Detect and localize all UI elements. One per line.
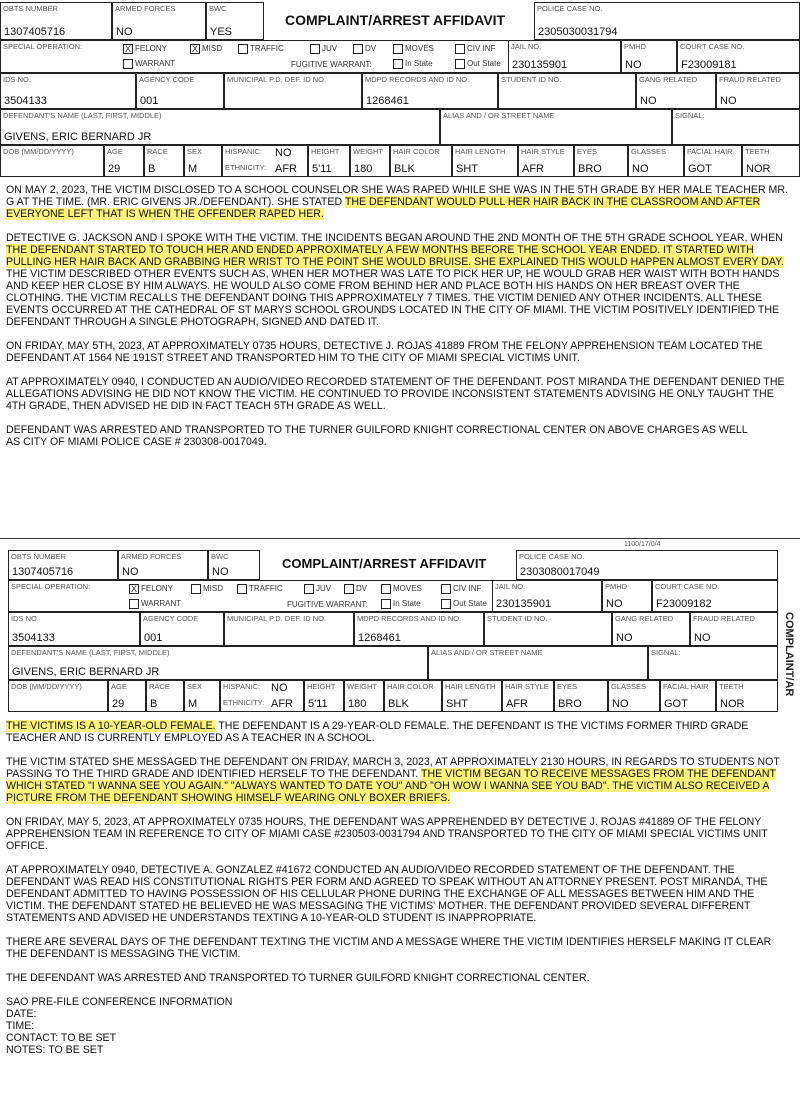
race-label: RACE [147,147,168,156]
eyes-label: EYES [577,147,598,156]
sao-notes: NOTES: TO BE SET [6,1044,104,1056]
narrative-1-paragraph-4: AT APPROXIMATELY 0940, I CONDUCTED AN AUDIO/VIDEO RECORDED STATEMENT OF THE DEFENDANT. POST MIRANDA THE DEFENDANT DENIED THE ALLEGATIONS ADVISING HE DID NOT KNOW THE VICTIM. HE CONTINUED TO PROVIDE INCONSISTENT STATEMENTS ADVISING HE ONLY TAUGHT THE 4TH GRADE, THEN ADVISED HE DID IN FACT TEACH 5TH GRADE AS WELL. [6,376,785,412]
sex-cell [184,145,222,177]
bwc-label: BWC [211,552,229,561]
fraud-value: NO [694,632,711,644]
signal-label: SIGNAL: [675,111,705,120]
agency-cell [140,612,224,646]
sao-contact: CONTACT: TO BE SET [6,1032,117,1044]
hair-style-label: HAIR STYLE [521,147,565,156]
municipal-id-cell [224,73,362,109]
armed-forces-value: NO [116,26,133,38]
narrative-1-paragraph-2: DETECTIVE G. JACKSON AND I SPOKE WITH THE VICTIM. THE INCIDENTS BEGAN AROUND THE 2ND MONTH OF THE 5TH GRADE SCHOOL YEAR, WHEN THE DEFENDANT STARTED TO TOUCH HER AND ENDED APPROXIMATELY A FEW MONTHS BEFORE THE SCHOOL YEAR ENDED. IT STARTED WITH PULLING HER HAIR BACK AND GRABBING HER WRIST TO THE POINT SHE WOULD BRUISE. SHE EXPLAINED THIS WOULD HAPPEN ALMOST EVERY DAY. THE VICTIM DESCRIBED OTHER EVENTS SUCH AS, WHEN HER MOTHER WAS LATE TO PICK HER UP, HE WOULD GRAB HER WAIST WITH BOTH HANDS AND KEEP HER CLOSE BY HIM ALWAYS. HE WOULD ALSO COME FROM BEHIND HER AND PLACE BOTH HIS HANDS ON HER BREAST OVER THE CLOTHING. THE VICTIM RECALLS THE DEFENDANT DOING THIS APPROXIMATELY 7 TIMES. THE VICTIM DENIED ANY OTHER INCIDENTS. ALL THESE EVENTS OCCURRED AT THE CATHEDRAL OF ST MARYS SCHOOL GROUNDS LOCATED IN THE CITY OF MIAMI. THE VICTIM POSITIVELY IDENTIFIED THE DEFENDANT THROUGH A SINGLE PHOTOGRAPH, SIGNED AND DATED IT. [6,232,784,328]
age-value: 29 [108,163,121,175]
sao-prefile-info [6,996,791,1056]
hair-length-label: HAIR LENGTH [455,147,506,156]
hair-length-cell [452,145,518,177]
dob-label: DOB (MM/DD/YYYY) [3,147,74,156]
dob-cell [0,145,104,177]
glasses-cell [608,680,660,712]
student-id-label: STUDENT ID NO. [501,75,562,84]
agency-value: 001 [144,632,163,644]
obts-label: OBTS NUMBER [3,4,59,13]
obts-value: 1307405716 [4,26,66,38]
dob-cell [8,680,108,712]
agency-label: AGENCY CODE [139,75,195,84]
sex-label: SEX [187,147,203,156]
narrative-1-paragraph-3: ON FRIDAY, MAY 5TH, 2023, AT APPROXIMATELY 0735 HOURS, DETECTIVE J. ROJAS 41889 FROM THE FELONY APPREHENSION TEAM LOCATED THE DEFENDANT AT 1564 NE 191ST STREET AND TRANSPORTED HIM TO THE CITY OF MIAMI SPECIAL VICTIMS UNIT. [6,340,763,364]
police-case-value: 2305030031794 [538,26,618,38]
height-value: 5'11 [308,698,328,710]
moves-checkbox: MOVES [381,584,422,594]
form-title: COMPLAINT/ARREST AFFIDAVIT [285,12,506,28]
obts-label: OBTS NUMBER [11,552,67,561]
civ-inf-checkbox: CIV INF [455,44,495,54]
hair-style-cell [518,145,574,177]
agency-value: 001 [140,95,159,107]
armed-forces-cell [112,2,206,40]
hair-color-value: BLK [394,163,415,175]
narrative-1 [6,184,791,448]
out-state-checkbox: Out State [455,59,501,69]
juv-checkbox: JUV [310,44,337,54]
glasses-value: NO [612,698,629,710]
traffic-checkbox: TRAFFIC [238,44,284,54]
age-cell [108,680,146,712]
fugitive-warrant-label: FUGITIVE WARRANT: [291,60,372,69]
defendant-name-cell [8,646,428,680]
facial-hair-label: FACIAL HAIR [687,147,733,156]
fraud-cell [716,73,800,109]
warrant-checkbox: WARRANT [123,59,175,69]
fraud-value: NO [720,95,737,107]
hair-length-cell [442,680,502,712]
hair-style-value: AFR [522,163,544,175]
municipal-id-label: MUNICIPAL P.D. DEF. ID NO. [227,614,327,623]
dv-checkbox: DV [353,44,376,54]
narrative-2-paragraph-3: ON FRIDAY, MAY 5, 2023, AT APPROXIMATELY 0735 HOURS, THE DEFENDANT WAS APPREHENDED BY DETECTIVE J. ROJAS #41889 OF THE FELONY APPREHENSION TEAM IN REFERENCE TO CITY OF MIAMI CASE #230503-0031794 AND TRANSPORTED TO THE CITY OF MIAMI SPECIAL VICTIMS UNIT OFFICE. [6,816,768,852]
hair-color-value: BLK [388,698,409,710]
sex-cell [184,680,220,712]
jail-cell [492,580,602,612]
student-id-cell [484,612,612,646]
armed-forces-value: NO [122,566,139,578]
police-case-value: 2303080017049 [520,566,600,578]
signal-cell [648,646,778,680]
sex-label: SEX [187,682,203,691]
race-cell [146,680,184,712]
municipal-id-label: MUNICIPAL P.D. DEF. ID NO. [227,75,327,84]
hair-color-cell [390,145,452,177]
out-state-checkbox: Out State [441,599,487,609]
weight-cell [350,145,390,177]
pmhd-label: PMHD [605,582,628,591]
obts-cell [0,2,112,40]
hair-length-value: SHT [456,163,478,175]
defendant-name-label: DEFENDANT'S NAME (LAST, FIRST, MIDDLE) [11,648,170,657]
mdpd-cell [354,612,484,646]
hair-length-label: HAIR LENGTH [445,682,496,691]
special-operation-label: SPECIAL OPERATION: [11,582,91,591]
affidavit-header-1 [0,2,800,177]
gang-label: GANG RELATED [615,614,674,623]
affidavit-header-2 [8,550,778,713]
alias-label: ALIAS AND / OR STREET NAME [431,648,543,657]
jail-value: 230135901 [496,598,552,610]
weight-value: 180 [348,698,367,710]
hispanic-value: NO [271,682,288,694]
hair-color-label: HAIR COLOR [393,147,440,156]
hair-length-value: SHT [446,698,468,710]
juv-checkbox: JUV [304,584,331,594]
hair-style-cell [502,680,554,712]
sao-time: TIME: [6,1020,35,1032]
agency-cell [136,73,224,109]
sex-value: M [188,698,198,710]
eyes-cell [574,145,628,177]
mdpd-label: MDPD RECORDS AND ID NO. [365,75,470,84]
ids-value: 3504133 [12,632,55,644]
fugitive-warrant-label: FUGITIVE WARRANT: [287,600,368,609]
bwc-value: NO [212,566,229,578]
weight-cell [344,680,384,712]
jail-label: JAIL NO. [495,582,526,591]
bwc-cell [208,550,260,580]
glasses-label: GLASSES [631,147,667,156]
armed-forces-label: ARMED FORCES [115,4,176,13]
teeth-value: NOR [746,163,771,175]
age-label: AGE [107,147,123,156]
in-state-checkbox: In State [381,599,421,609]
hispanic-ethnicity-cell [222,145,308,177]
narrative-2-paragraph-4: AT APPROXIMATELY 0940, DETECTIVE A. GONZALEZ #41672 CONDUCTED AN AUDIO/VIDEO RECORDED STATEMENT OF THE DEFENDANT. THE DEFENDANT WAS READ HIS CONSTITUTIONAL RIGHTS PER FORM AND AGREED TO SPEAK WITHOUT AN ATTORNEY PRESENT. POST MIRANDA, THE DEFENDANT ADMITTED TO HAVING POSSESSION OF HIS CELLULAR PHONE DURING THE EXCHANGE OF ALL MESSAGES BETWEEN HIM AND THE VICTIM. THE DEFENDANT STATED HE BELIEVED HE WAS MESSAGING THE VICTIMS' MOTHER. THE DEFENDANT PROVIDED SEVERAL DIFFERENT STATEMENTS AND ADVISED HE UNDERSTANDS TEXTING A 10-YEAR-OLD STUDENT IS INAPPROPRIATE. [6,864,768,924]
ids-label: IDS NO. [11,614,39,623]
armed-forces-label: ARMED FORCES [121,552,182,561]
race-label: RACE [149,682,170,691]
ethnicity-label: ETHNICITY: [223,698,265,707]
gang-value: NO [640,95,657,107]
armed-forces-cell [118,550,208,580]
mdpd-label: MDPD RECORDS AND ID NO. [357,614,462,623]
height-label: HEIGHT [307,682,336,691]
agency-label: AGENCY CODE [143,614,199,623]
ethnicity-label: ETHNICITY: [225,163,267,172]
teeth-cell [716,680,778,712]
facial-hair-value: GOT [688,163,712,175]
weight-label: WEIGHT [353,147,383,156]
hair-color-label: HAIR COLOR [387,682,434,691]
glasses-cell [628,145,684,177]
gang-cell [612,612,690,646]
hispanic-label: HISPANIC: [223,682,260,691]
fraud-label: FRAUD RELATED [719,75,781,84]
mdpd-cell [362,73,498,109]
hispanic-value: NO [275,147,292,159]
bwc-cell [206,2,264,40]
defendant-name-label: DEFENDANT'S NAME (LAST, FIRST, MIDDLE) [3,111,162,120]
misd-checkbox: MISD [191,584,223,594]
civ-inf-checkbox: CIV INF [441,584,481,594]
special-operation-label: SPECIAL OPERATION: [3,42,83,51]
fraud-label: FRAUD RELATED [693,614,755,623]
facial-hair-label: FACIAL HAIR [663,682,709,691]
ids-label: IDS NO. [3,75,31,84]
court-case-value: F23009182 [656,598,712,610]
court-case-label: COURT CASE NO. [655,582,720,591]
sao-date: DATE: [6,1008,37,1020]
pmhd-value: NO [625,59,642,71]
ids-value: 3504133 [4,95,47,107]
narrative-2-paragraph-2: THE VICTIM STATED SHE MESSAGED THE DEFENDANT ON FRIDAY, MARCH 3, 2023, AT APPROXIMATELY 2130 HOURS, IN REGARDS TO STUDENTS NOT PASSING TO THE THIRD GRADE AND IDENTIFIED HERSELF TO THE DEFENDANT. THE VICTIM BEGAN TO RECEIVE MESSAGES FROM THE DEFENDANT WHICH STATED "I WANNA SEE YOU AGAIN." "ALWAYS WANTED TO DATE YOU" AND "OH WOW I WANNA SEE YOU BAD". THE VICTIM ALSO RECEIVED A PICTURE FROM THE DEFENDANT SHOWING HIMSELF WEARING ONLY BOXER BRIEFS. [6,756,780,804]
side-label: COMPLAINT/AR [783,612,795,697]
narrative-1-paragraph-1: ON MAY 2, 2023, THE VICTIM DISCLOSED TO A SCHOOL COUNSELOR SHE WAS RAPED WHILE SHE WAS IN THE 5TH GRADE BY HER MALE TEACHER MR. G AT THE TIME. (MR. ERIC GIVENS JR./DEFENDANT). SHE STATED THE DEFENDANT WOULD PULL HER HAIR BACK IN THE CLASSROOM AND AFTER EVERYONE LEFT THAT IS WHEN THE OFFENDER RAPED HER. [6,184,788,220]
gang-label: GANG RELATED [639,75,698,84]
court-case-label: COURT CASE NO. [680,42,745,51]
ids-cell [0,73,136,109]
defendant-name-cell [0,109,440,145]
pmhd-label: PMHD [624,42,647,51]
student-id-label: STUDENT ID NO. [487,614,548,623]
traffic-checkbox: TRAFFIC [237,584,283,594]
police-case-cell [516,550,778,580]
height-cell [308,145,350,177]
mdpd-value: 1268461 [358,632,401,644]
height-cell [304,680,344,712]
eyes-cell [554,680,608,712]
hair-style-label: HAIR STYLE [505,682,549,691]
ethnicity-value: AFR [275,163,297,175]
bwc-value: YES [210,26,233,38]
age-value: 29 [112,698,125,710]
in-state-checkbox: In State [393,59,433,69]
sao-heading: SAO PRE-FILE CONFERENCE INFORMATION [6,996,233,1008]
eyes-label: EYES [557,682,578,691]
pmhd-cell [621,40,677,73]
gang-cell [636,73,716,109]
dob-label: DOB (MM/DD/YYYY) [11,682,82,691]
height-value: 5'11 [312,163,332,175]
pmhd-value: NO [606,598,623,610]
police-case-label: POLICE CASE NO. [537,4,603,13]
moves-checkbox: MOVES [393,44,434,54]
teeth-label: TEETH [745,147,770,156]
alias-cell [440,109,672,145]
police-case-label: POLICE CASE NO. [519,552,585,561]
race-value: B [148,163,156,175]
hispanic-label: HISPANIC: [225,147,262,156]
race-value: B [150,698,158,710]
facial-hair-value: GOT [664,698,688,710]
eyes-value: BRO [558,698,582,710]
height-label: HEIGHT [311,147,340,156]
narrative-2-paragraph-1: THE VICTIMS IS A 10-YEAR-OLD FEMALE. THE DEFENDANT IS A 29-YEAR-OLD FEMALE. THE DEFENDANT IS THE VICTIMS FORMER THIRD GRADE TEACHER AND IS CURRENTLY EMPLOYED AS A TEACHER IN A SCHOOL. [6,720,749,744]
misd-checkbox: X MISD [191,44,222,54]
sex-value: M [188,163,198,175]
narrative-1-paragraph-5: DEFENDANT WAS ARRESTED AND TRANSPORTED TO THE TURNER GUILFORD KNIGHT CORRECTIONAL CENTER ON ABOVE CHARGES AS WELL AS CITY OF MIAMI POLICE CASE # 230308-0017049. [6,424,748,448]
bwc-label: BWC [209,4,227,13]
facial-hair-cell [684,145,742,177]
defendant-name-value: GIVENS, ERIC BERNARD JR [4,131,152,143]
teeth-cell [742,145,800,177]
jail-value: 230135901 [512,59,568,71]
teeth-label: TEETH [719,682,744,691]
mdpd-value: 1268461 [366,95,409,107]
teeth-value: NOR [720,698,745,710]
hair-color-cell [384,680,442,712]
obts-cell [8,550,118,580]
alias-cell [428,646,648,680]
glasses-value: NO [632,163,649,175]
page-number: 1100/17/0/4 [624,541,661,548]
narrative-2-paragraph-5: THERE ARE SEVERAL DAYS OF THE DEFENDANT TEXTING THE VICTIM AND A MESSAGE WHERE THE VICTIM IDENTIFIES HERSELF MAKING IT CLEAR THE DEFENDANT IS MESSAGING THE VICTIM. [6,936,772,960]
eyes-value: BRO [578,163,602,175]
hispanic-ethnicity-cell [220,680,304,712]
hair-style-value: AFR [506,698,528,710]
police-case-cell [534,2,800,40]
ethnicity-value: AFR [271,698,293,710]
municipal-id-cell [224,612,354,646]
glasses-label: GLASSES [611,682,647,691]
gang-value: NO [616,632,633,644]
facial-hair-cell [660,680,716,712]
court-case-cell [652,580,778,612]
jail-cell [508,40,621,73]
signal-label: SIGNAL: [651,648,681,657]
age-cell [104,145,144,177]
alias-label: ALIAS AND / OR STREET NAME [443,111,555,120]
defendant-name-value: GIVENS, ERIC BERNARD JR [12,666,160,678]
narrative-2 [6,720,791,1056]
form-title: COMPLAINT/ARREST AFFIDAVIT [282,556,487,571]
signal-cell [672,109,800,145]
felony-checkbox: X FELONY [124,44,168,54]
dv-checkbox: DV [344,584,367,594]
jail-label: JAIL NO. [511,42,542,51]
pmhd-cell [602,580,652,612]
race-cell [144,145,184,177]
student-id-cell [498,73,636,109]
weight-label: WEIGHT [347,682,377,691]
court-case-value: F23009181 [681,59,737,71]
weight-value: 180 [354,163,373,175]
warrant-checkbox: WARRANT [129,599,181,609]
age-label: AGE [111,682,127,691]
obts-value: 1307405716 [12,566,74,578]
court-case-cell [677,40,800,73]
felony-checkbox: X FELONY [130,584,174,594]
narrative-2-paragraph-6: THE DEFENDANT WAS ARRESTED AND TRANSPORTED TO TURNER GUILFORD KNIGHT CORRECTIONAL CENTER. [6,972,590,984]
ids-cell [8,612,140,646]
page-divider [0,538,800,539]
fraud-cell [690,612,778,646]
